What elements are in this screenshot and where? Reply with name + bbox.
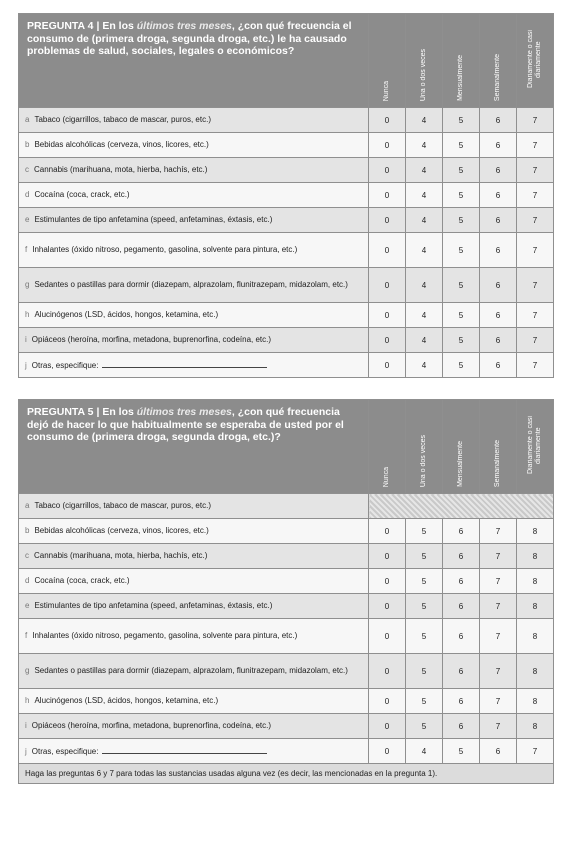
score-cell[interactable]: 5 <box>443 268 480 303</box>
score-cell[interactable]: 7 <box>517 268 554 303</box>
score-cell[interactable]: 6 <box>443 619 480 654</box>
row-label <box>19 569 369 594</box>
row-label <box>19 133 369 158</box>
row-letter: b <box>25 140 30 149</box>
col-una-o-dos-veces: Una o dos veces <box>406 400 443 494</box>
row-letter: g <box>25 280 30 289</box>
substance-label: Bebidas alcohólicas (cerveza, vinos, licores, etc.) <box>34 140 209 149</box>
substance-label: Tabaco (cigarrillos, tabaco de mascar, puros, etc.) <box>34 115 211 124</box>
question-number: PREGUNTA 4 <box>27 20 94 32</box>
score-cell[interactable]: 0 <box>369 519 406 544</box>
table-row <box>19 619 554 654</box>
score-cell[interactable]: 4 <box>406 133 443 158</box>
row-label <box>19 328 369 353</box>
question-intro: En los <box>102 406 134 418</box>
score-cell[interactable]: 8 <box>517 619 554 654</box>
table-row <box>19 303 554 328</box>
question-timeframe: últimos tres meses <box>136 20 232 32</box>
score-cell[interactable]: 5 <box>443 328 480 353</box>
score-cell[interactable]: 5 <box>443 739 480 764</box>
score-cell[interactable]: 8 <box>517 594 554 619</box>
col-mensualmente: Mensualmente <box>443 400 480 494</box>
score-cell[interactable]: 0 <box>369 544 406 569</box>
score-cell[interactable]: 6 <box>480 108 517 133</box>
score-cell[interactable]: 7 <box>480 569 517 594</box>
score-cell[interactable]: 4 <box>406 233 443 268</box>
score-cell[interactable]: 0 <box>369 233 406 268</box>
row-letter: a <box>25 115 30 124</box>
substance-label: Opiáceos (heroína, morfina, metadona, buprenorfina, codeína, etc.) <box>31 721 272 730</box>
table-row <box>19 739 554 764</box>
row-letter: f <box>25 631 28 640</box>
row-letter: j <box>25 360 27 370</box>
score-cell[interactable]: 8 <box>517 714 554 739</box>
score-cell[interactable]: 7 <box>517 303 554 328</box>
score-cell[interactable]: 4 <box>406 303 443 328</box>
score-cell[interactable]: 5 <box>443 183 480 208</box>
table-row <box>19 133 554 158</box>
table-row <box>19 183 554 208</box>
row-letter: e <box>25 215 30 224</box>
row-letter: j <box>25 746 27 756</box>
footnote: Haga las preguntas 6 y 7 para todas las sustancias usadas alguna vez (es decir, las mencionadas en la pregunta 1). <box>19 764 554 784</box>
row-label <box>19 108 369 133</box>
score-cell[interactable]: 0 <box>369 714 406 739</box>
score-cell[interactable]: 0 <box>369 303 406 328</box>
score-cell[interactable]: 4 <box>406 108 443 133</box>
score-cell[interactable]: 7 <box>517 158 554 183</box>
score-cell[interactable]: 7 <box>480 594 517 619</box>
score-cell[interactable]: 4 <box>406 158 443 183</box>
score-cell[interactable]: 0 <box>369 689 406 714</box>
table-row <box>19 569 554 594</box>
col-diariamente: Diariamente o casi diariamente <box>517 400 554 494</box>
row-label <box>19 654 369 689</box>
table-row <box>19 494 554 519</box>
substance-label: Cannabis (marihuana, mota, hierba, hachís, etc.) <box>34 165 208 174</box>
score-cell[interactable]: 5 <box>406 689 443 714</box>
score-cell[interactable]: 6 <box>480 739 517 764</box>
substance-label: Cocaína (coca, crack, etc.) <box>34 190 130 199</box>
question-text: , ¿con qué frecuencia el consumo de (primera droga, segunda droga, etc.) le ha causado problemas de salud, sociales, legales o económicos? <box>27 20 352 57</box>
question-text: , ¿con qué frecuencia dejó de hacer lo que habitualmente se esperaba de usted por el consumo de (primera droga, segunda droga, etc.)? <box>27 406 344 443</box>
row-label <box>19 494 369 519</box>
row-letter: i <box>25 335 27 344</box>
row-letter: h <box>25 696 30 705</box>
score-cell[interactable]: 5 <box>443 233 480 268</box>
substance-label: Tabaco (cigarrillos, tabaco de mascar, puros, etc.) <box>34 501 211 510</box>
score-cell[interactable]: 6 <box>480 133 517 158</box>
score-cell[interactable]: 4 <box>406 183 443 208</box>
score-cell[interactable]: 7 <box>517 328 554 353</box>
row-label <box>19 268 369 303</box>
row-label <box>19 183 369 208</box>
score-cell[interactable]: 5 <box>443 158 480 183</box>
specify-blank-line <box>102 746 267 754</box>
row-letter: i <box>25 721 27 730</box>
score-cell[interactable]: 0 <box>369 208 406 233</box>
row-letter: h <box>25 310 30 319</box>
score-cell[interactable]: 7 <box>517 108 554 133</box>
score-cell[interactable]: 6 <box>480 158 517 183</box>
score-cell[interactable]: 5 <box>443 303 480 328</box>
score-cell[interactable]: 5 <box>406 544 443 569</box>
score-cell[interactable]: 4 <box>406 328 443 353</box>
score-cell[interactable]: 5 <box>443 353 480 378</box>
not-applicable-hatch <box>369 494 554 519</box>
score-cell[interactable]: 8 <box>517 519 554 544</box>
table-row <box>19 268 554 303</box>
score-cell[interactable]: 8 <box>517 569 554 594</box>
score-cell[interactable]: 6 <box>480 328 517 353</box>
score-cell[interactable]: 5 <box>443 133 480 158</box>
substance-label: Sedantes o pastillas para dormir (diazepam, alprazolam, flunitrazepam, midazolam, etc.) <box>34 280 348 289</box>
question-5-table <box>18 399 554 784</box>
row-label <box>19 544 369 569</box>
score-cell[interactable]: 6 <box>480 268 517 303</box>
question-timeframe: últimos tres meses <box>136 406 232 418</box>
row-label <box>19 714 369 739</box>
score-cell[interactable]: 7 <box>517 183 554 208</box>
substance-label: Cannabis (marihuana, mota, hierba, hachís, etc.) <box>34 551 208 560</box>
table-row <box>19 208 554 233</box>
col-una-o-dos-veces: Una o dos veces <box>406 14 443 108</box>
row-label <box>19 689 369 714</box>
row-letter: d <box>25 576 30 585</box>
score-cell[interactable]: 5 <box>406 569 443 594</box>
substance-label: Estimulantes de tipo anfetamina (speed, anfetaminas, éxtasis, etc.) <box>34 601 273 610</box>
substance-label: Otras, especifique: <box>31 360 99 370</box>
question-5-header <box>19 400 369 494</box>
table-row <box>19 353 554 378</box>
score-cell[interactable]: 7 <box>480 544 517 569</box>
score-cell[interactable]: 8 <box>517 544 554 569</box>
score-cell[interactable]: 0 <box>369 183 406 208</box>
row-label <box>19 619 369 654</box>
substance-label: Otras, especifique: <box>31 746 99 756</box>
row-letter: c <box>25 551 29 560</box>
col-nunca: Nunca <box>369 400 406 494</box>
row-label <box>19 594 369 619</box>
score-cell[interactable]: 7 <box>480 654 517 689</box>
score-cell[interactable]: 4 <box>406 739 443 764</box>
score-cell[interactable]: 5 <box>443 208 480 233</box>
question-4-header <box>19 14 369 108</box>
row-label <box>19 739 369 764</box>
col-nunca: Nunca <box>369 14 406 108</box>
score-cell[interactable]: 4 <box>406 208 443 233</box>
question-number: PREGUNTA 5 <box>27 406 94 418</box>
table-row <box>19 594 554 619</box>
substance-label: Opiáceos (heroína, morfina, metadona, buprenorfina, codeína, etc.) <box>31 335 272 344</box>
score-cell[interactable]: 7 <box>517 353 554 378</box>
score-cell[interactable]: 6 <box>443 594 480 619</box>
score-cell[interactable]: 6 <box>443 519 480 544</box>
score-cell[interactable]: 0 <box>369 108 406 133</box>
separator: | <box>96 406 100 418</box>
substance-label: Cocaína (coca, crack, etc.) <box>34 576 130 585</box>
score-cell[interactable]: 6 <box>443 689 480 714</box>
score-cell[interactable]: 6 <box>443 569 480 594</box>
score-cell[interactable]: 0 <box>369 654 406 689</box>
row-letter: e <box>25 601 30 610</box>
substance-label: Inhalantes (óxido nitroso, pegamento, gasolina, solvente para pintura, etc.) <box>32 245 298 254</box>
substance-label: Sedantes o pastillas para dormir (diazepam, alprazolam, flunitrazepam, midazolam, etc.) <box>34 666 348 675</box>
table-row <box>19 158 554 183</box>
score-cell[interactable]: 8 <box>517 689 554 714</box>
score-cell[interactable]: 0 <box>369 569 406 594</box>
score-cell[interactable]: 8 <box>517 654 554 689</box>
score-cell[interactable]: 5 <box>406 714 443 739</box>
score-cell[interactable]: 5 <box>406 594 443 619</box>
substance-label: Alucinógenos (LSD, ácidos, hongos, ketamina, etc.) <box>34 696 219 705</box>
table-row <box>19 328 554 353</box>
score-cell[interactable]: 0 <box>369 619 406 654</box>
score-cell[interactable]: 6 <box>443 714 480 739</box>
score-cell[interactable]: 0 <box>369 328 406 353</box>
score-cell[interactable]: 7 <box>480 689 517 714</box>
table-row <box>19 654 554 689</box>
separator: | <box>96 20 100 32</box>
table-row <box>19 519 554 544</box>
row-letter: d <box>25 190 30 199</box>
substance-label: Estimulantes de tipo anfetamina (speed, anfetaminas, éxtasis, etc.) <box>34 215 273 224</box>
score-cell[interactable]: 5 <box>406 519 443 544</box>
row-label <box>19 303 369 328</box>
score-cell[interactable]: 4 <box>406 353 443 378</box>
table-row <box>19 108 554 133</box>
col-diariamente: Diariamente o casi diariamente <box>517 14 554 108</box>
score-cell[interactable]: 5 <box>406 654 443 689</box>
table-row <box>19 689 554 714</box>
score-cell[interactable]: 5 <box>443 108 480 133</box>
question-intro: En los <box>102 20 134 32</box>
col-mensualmente: Mensualmente <box>443 14 480 108</box>
row-letter: a <box>25 501 30 510</box>
table-row <box>19 714 554 739</box>
substance-label: Inhalantes (óxido nitroso, pegamento, gasolina, solvente para pintura, etc.) <box>32 631 298 640</box>
row-letter: c <box>25 165 29 174</box>
score-cell[interactable]: 6 <box>480 353 517 378</box>
col-semanalmente: Semanalmente <box>480 400 517 494</box>
score-cell[interactable]: 7 <box>517 133 554 158</box>
row-letter: g <box>25 666 30 675</box>
score-cell[interactable]: 6 <box>443 654 480 689</box>
score-cell[interactable]: 7 <box>517 208 554 233</box>
score-cell[interactable]: 0 <box>369 353 406 378</box>
score-cell[interactable]: 5 <box>406 619 443 654</box>
col-semanalmente: Semanalmente <box>480 14 517 108</box>
question-4-table <box>18 13 554 378</box>
score-cell[interactable]: 0 <box>369 594 406 619</box>
row-label <box>19 158 369 183</box>
row-label <box>19 208 369 233</box>
row-letter: b <box>25 526 30 535</box>
substance-label: Alucinógenos (LSD, ácidos, hongos, ketamina, etc.) <box>34 310 219 319</box>
table-row <box>19 544 554 569</box>
score-cell[interactable]: 6 <box>443 544 480 569</box>
score-cell[interactable]: 7 <box>480 619 517 654</box>
score-cell[interactable]: 6 <box>480 183 517 208</box>
row-label <box>19 353 369 378</box>
score-cell[interactable]: 4 <box>406 268 443 303</box>
score-cell[interactable]: 0 <box>369 133 406 158</box>
score-cell[interactable]: 0 <box>369 158 406 183</box>
table-row <box>19 233 554 268</box>
score-cell[interactable]: 7 <box>517 739 554 764</box>
row-label <box>19 519 369 544</box>
score-cell[interactable]: 0 <box>369 739 406 764</box>
substance-label: Bebidas alcohólicas (cerveza, vinos, licores, etc.) <box>34 526 209 535</box>
score-cell[interactable]: 7 <box>480 519 517 544</box>
score-cell[interactable]: 6 <box>480 303 517 328</box>
score-cell[interactable]: 6 <box>480 208 517 233</box>
row-label <box>19 233 369 268</box>
score-cell[interactable]: 7 <box>517 233 554 268</box>
score-cell[interactable]: 6 <box>480 233 517 268</box>
row-letter: f <box>25 245 28 254</box>
specify-blank-line <box>102 360 267 368</box>
score-cell[interactable]: 0 <box>369 268 406 303</box>
score-cell[interactable]: 7 <box>480 714 517 739</box>
